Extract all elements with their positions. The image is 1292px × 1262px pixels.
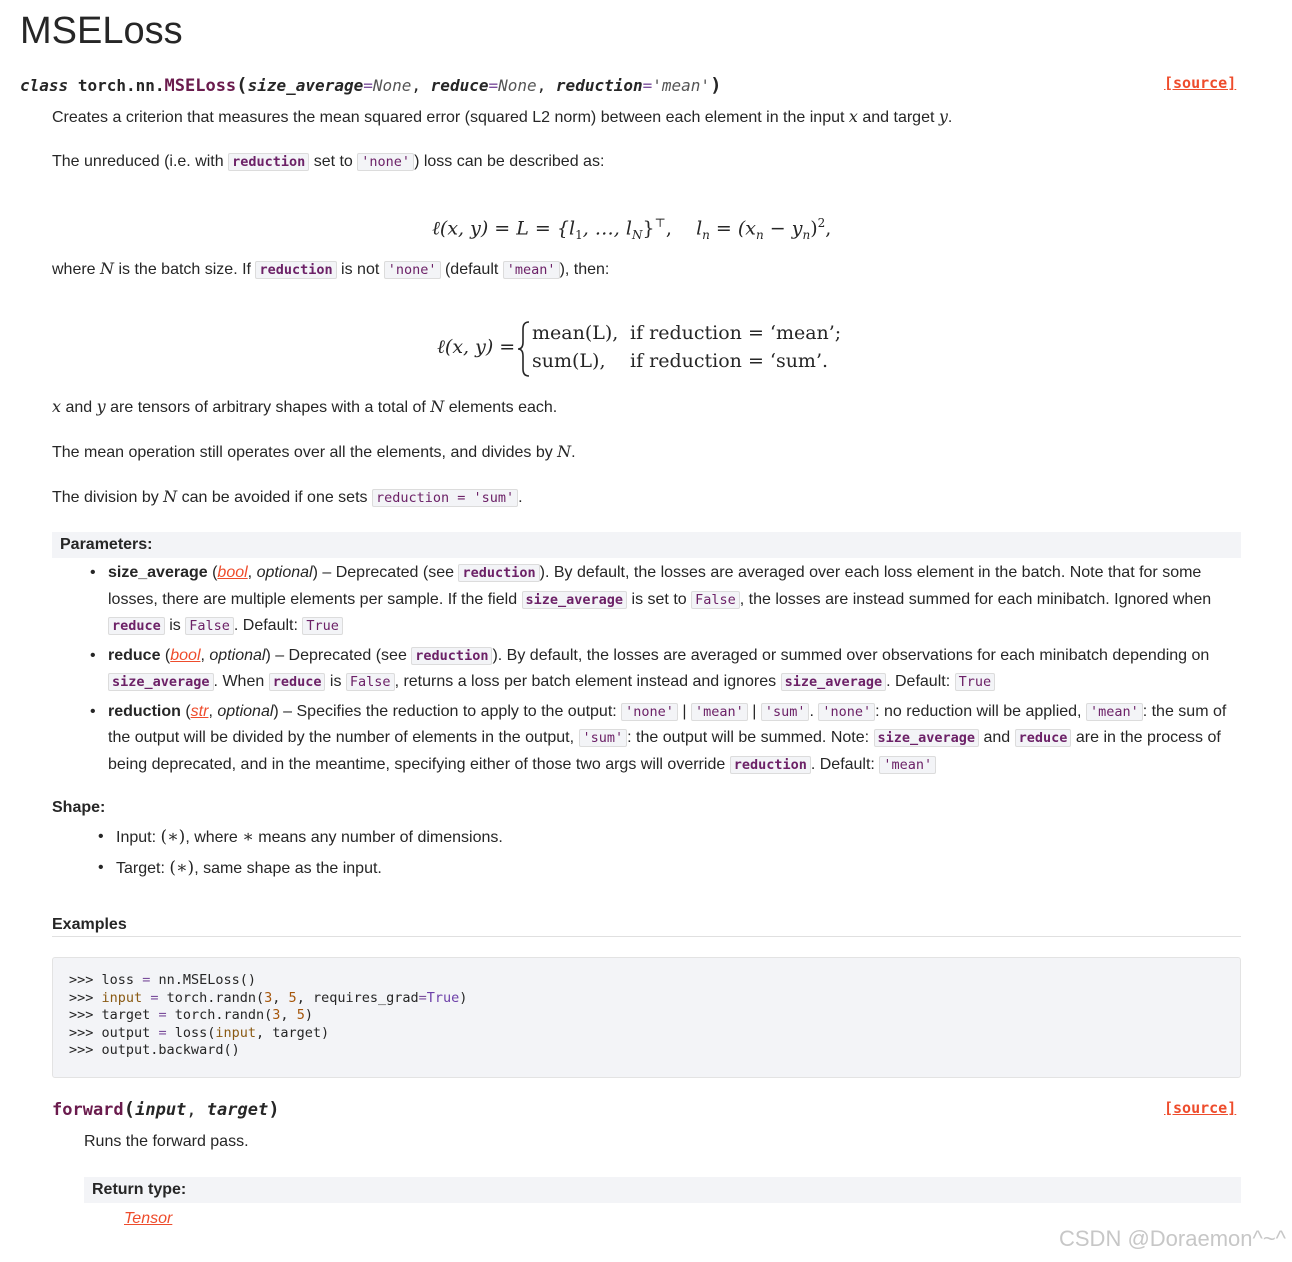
text: – Deprecated (see (317, 564, 459, 581)
math-y: y (938, 107, 948, 126)
type-link[interactable]: str (190, 702, 209, 720)
sig-class-name: MSELoss (164, 76, 237, 96)
mean-paragraph (52, 439, 576, 466)
code-token: 3 (264, 989, 273, 1006)
code-token: output.backward() (101, 1042, 240, 1059)
text: Target: (116, 860, 170, 877)
code-token: loss( (174, 1024, 216, 1041)
description-paragraph (52, 104, 952, 131)
math-n: N (163, 487, 178, 506)
inline-code: 'mean' (879, 756, 936, 774)
sig-param-reduction: reduction (555, 76, 643, 95)
eq2-case2-condition: if reduction = ‘sum’. (630, 350, 829, 372)
inline-code: reduction (411, 647, 492, 665)
parameters-heading (52, 532, 1241, 558)
text: . (571, 444, 576, 461)
code-token: nn.MSELoss() (158, 972, 257, 988)
param-name: reduction (108, 702, 181, 720)
eq2-lhs: ℓ(x, y) = (437, 336, 516, 358)
equation-unreduced (432, 210, 831, 248)
eq-part: } (642, 217, 655, 240)
code-example (52, 957, 1241, 1078)
type-link[interactable]: bool (170, 646, 201, 664)
return-type-heading-label: Return type: (92, 1181, 187, 1198)
brace-icon (517, 320, 531, 378)
sig-comma: , (411, 76, 422, 95)
eq-sup: ⊤ (654, 216, 666, 230)
inline-code: 'sum' (579, 729, 628, 747)
sig-close-paren: ) (710, 74, 722, 96)
text: is not (336, 261, 384, 278)
inline-code: True (302, 617, 343, 635)
math-star: ∗ (242, 827, 254, 847)
inline-code: reduce (269, 673, 326, 691)
inline-code: reduction = 'sum' (372, 489, 518, 507)
inline-code: reduction (255, 261, 336, 279)
code-token: 3 (272, 1007, 281, 1024)
eq-part: ℓ(x, y) = L = {l (432, 217, 576, 240)
forward-param-input: input (135, 1100, 187, 1120)
inline-code: 'none' (384, 261, 441, 279)
text: , returns a loss per batch element instead and ignores (394, 673, 781, 690)
eq-sub: n (702, 228, 710, 243)
text: ). By default, the losses are averaged over each loss element in the batch. Note that for some losses, there are multiple elements per sample. If the field (108, 564, 1202, 608)
text: and (979, 729, 1015, 746)
text: | (677, 702, 691, 720)
code-token: = (150, 989, 159, 1006)
eq-part: = (x (709, 217, 757, 240)
eq-part: , (825, 217, 832, 240)
code-token: 5 (288, 989, 297, 1006)
text: is set to (627, 590, 692, 608)
param-optional: optional (217, 702, 274, 720)
code-token: 5 (296, 1007, 305, 1024)
inline-code: 'none' (357, 153, 414, 171)
code-token: = (158, 1024, 167, 1041)
code-token: torch.randn( (166, 989, 265, 1006)
inline-code: size_average (781, 673, 887, 691)
code-token: input (101, 989, 143, 1006)
eq-sub: N (631, 228, 643, 243)
math-x: x (848, 107, 858, 126)
text: are tensors of arbitrary shapes with a total of (105, 399, 431, 416)
sig-eq: = (363, 76, 373, 95)
forward-signature (52, 1096, 280, 1123)
sig-default-size-average: None (372, 76, 412, 95)
text: | (747, 702, 761, 720)
source-link[interactable]: [source] (1164, 74, 1237, 92)
math-x: x (52, 397, 62, 416)
code-block (69, 972, 467, 1060)
eq-part: ) (810, 217, 818, 240)
inline-code: reduction (730, 756, 811, 774)
text: and (61, 399, 97, 416)
watermark: CSDN @Doraemon^~^ (1059, 1226, 1286, 1251)
sig-comma: , (536, 76, 547, 95)
text: . (518, 489, 523, 506)
code-token: ) (304, 1007, 313, 1024)
page-title: MSELoss (20, 10, 183, 52)
examples-divider (52, 936, 1241, 937)
text: Creates a criterion that measures the mean squared error (squared L2 norm) between each element in the input (52, 109, 849, 126)
text: , the losses are instead summed for each minibatch. Ignored when (739, 590, 1212, 608)
eq-sup: 2 (817, 216, 826, 230)
code-token: , requires_grad (296, 989, 419, 1006)
code-token: True (426, 989, 460, 1006)
code-token: , (272, 989, 289, 1006)
unreduced-paragraph (52, 149, 604, 175)
sig-eq: = (488, 76, 499, 95)
inline-code: 'sum' (761, 703, 810, 721)
sig-eq: = (642, 76, 653, 95)
inline-code: False (346, 673, 395, 691)
math-star: (∗) (160, 827, 186, 847)
inline-code: reduction (228, 153, 309, 171)
param-reduce: • reduce (bool, optional) – Deprecated (see reduction ). By default, the losses are averaged or summed over observations for each minibatch depending on size_average . When reduce is False , returns a loss per batch element instead and ignores size_average . Default: True (108, 643, 1243, 696)
code-prompt: >>> (69, 989, 94, 1006)
type-link[interactable]: bool (217, 564, 248, 581)
param-optional: optional (256, 564, 313, 581)
inline-code: size_average (108, 673, 214, 691)
forward-param-target: target (206, 1100, 269, 1120)
code-token: output (101, 1024, 151, 1041)
text: , where (185, 829, 243, 846)
code-token: = (158, 1007, 167, 1024)
inline-code: 'mean' (691, 703, 748, 721)
inline-code: reduce (1015, 729, 1072, 747)
text: is the batch size. If (114, 261, 256, 278)
text: is (164, 617, 186, 634)
math-n: N (557, 442, 572, 461)
forward-description: Runs the forward pass. (84, 1133, 249, 1150)
code-token: input (215, 1024, 257, 1041)
text: . Default: (810, 755, 880, 773)
tensors-paragraph (52, 394, 557, 421)
text: . (947, 109, 953, 126)
code-prompt: >>> (69, 1024, 94, 1041)
code-token: = (418, 989, 427, 1006)
paren: ) (268, 1098, 280, 1120)
shape-target (116, 855, 382, 882)
text: . Default: (233, 617, 303, 634)
param-optional: optional (209, 646, 266, 664)
eq-part: , (665, 217, 672, 240)
param-name: reduce (108, 646, 161, 664)
param-size-average: • size_average (bool, optional) – Deprecated (see reduction ). By default, the losses are averaged over each loss element in the batch. Note that for some losses, there are multiple elements per sample. If the field size_average is set to False , the losses are instead summed for each minibatch. Ignored when reduce is False . Default: True (108, 560, 1243, 640)
text: : no reduction will be applied, (875, 702, 1086, 720)
parameters-heading-label: Parameters: (60, 536, 153, 553)
eq-sub: n (756, 228, 764, 243)
text: where (52, 261, 101, 278)
return-type-link[interactable]: Tensor (124, 1210, 173, 1227)
shape-heading: Shape: (52, 799, 106, 816)
code-token: , target) (256, 1024, 330, 1041)
paren: ( (123, 1098, 136, 1120)
sig-default-reduction: 'mean' (652, 76, 711, 95)
code-token: torch.randn( (174, 1007, 273, 1024)
class-signature (20, 72, 722, 99)
text: ) loss can be described as: (414, 153, 605, 170)
eq-part: l (696, 217, 703, 240)
eq-sub: 1 (575, 228, 583, 243)
inline-code: reduction (458, 564, 539, 582)
eq2-case1-condition: if reduction = ‘mean’; (630, 322, 842, 344)
parameters-list (108, 560, 1243, 778)
code-prompt: >>> (69, 1007, 94, 1024)
eq-part: − y (763, 217, 803, 240)
eq2-case2-value: sum(L), (532, 350, 606, 372)
sig-open-paren: ( (236, 74, 248, 96)
text: elements each. (444, 399, 558, 416)
text: The unreduced (i.e. with (52, 153, 229, 170)
code-token: loss (101, 972, 135, 988)
sig-class-keyword: class (20, 76, 69, 95)
text: are in the process of being deprecated, and in the meantime, specifying either of those two args will override (108, 729, 1221, 773)
math-n: N (430, 397, 445, 416)
param-reduction: • reduction (str, optional) – Specifies the reduction to apply to the output: 'none' | 'mean' | 'sum' . 'none' : no reduction will be applied, 'mean' : the sum of the output will be divided by the number of elements in the output, 'sum' : the output will be summed. Note: size_average and reduce are in the process of being deprecated, and in the meantime, specifying either of those two args will override reduction . Default: 'mean' (108, 699, 1243, 779)
text: : the sum of the output will be divided by the number of elements in the output, (108, 702, 1227, 746)
text: means any number of dimensions. (253, 829, 503, 846)
text: : the output will be summed. Note: (627, 729, 874, 746)
text: Input: (116, 829, 161, 846)
text: can be avoided if one sets (177, 489, 372, 506)
examples-heading: Examples (52, 916, 127, 933)
eq-sub: n (802, 228, 811, 243)
text: The division by (52, 489, 164, 506)
text: set to (309, 153, 358, 170)
math-star: (∗) (169, 858, 195, 878)
inline-code: size_average (522, 591, 628, 609)
code-token: ) (459, 989, 468, 1006)
sig-module: torch.nn. (77, 76, 165, 95)
text: ). By default, the losses are averaged or summed over observations for each minibatch depending on (492, 646, 1210, 664)
text: , same shape as the input. (194, 860, 382, 877)
math-y: y (96, 397, 106, 416)
text: – Deprecated (see (270, 646, 412, 664)
where-paragraph (52, 256, 609, 283)
inline-code: 'mean' (503, 261, 560, 279)
sig-default-reduce: None (498, 76, 537, 95)
inline-code: 'none' (621, 703, 678, 721)
inline-code: False (185, 617, 234, 635)
inline-code: False (691, 591, 740, 609)
text: . Default: (886, 673, 955, 690)
shape-input (116, 824, 503, 851)
sig-param-size-average: size_average (247, 76, 364, 95)
division-paragraph (52, 484, 523, 511)
eq2-case1-value: mean(L), (532, 322, 619, 344)
text: is (325, 673, 346, 690)
equation-reduced (437, 320, 842, 380)
text: – Specifies the reduction to apply to the output: (278, 702, 622, 720)
text: . When (213, 673, 269, 690)
eq-part: , …, l (582, 217, 632, 240)
inline-code: True (955, 673, 996, 691)
text: The mean operation still operates over all the elements, and divides by (52, 444, 558, 461)
inline-code: 'none' (818, 703, 875, 721)
forward-name: forward (52, 1100, 124, 1120)
text: (default (440, 261, 503, 278)
text: . (809, 702, 819, 720)
code-token: target (101, 1007, 151, 1024)
code-token: , (280, 1007, 297, 1024)
return-type-heading (84, 1177, 1241, 1203)
code-prompt: >>> (69, 972, 94, 988)
text: and target (857, 109, 939, 126)
param-name: size_average (108, 564, 208, 581)
inline-code: 'mean' (1086, 703, 1143, 721)
math-n: N (100, 259, 115, 278)
text: ), then: (559, 261, 610, 278)
comma: , (186, 1100, 197, 1120)
sig-param-reduce: reduce (430, 76, 489, 95)
inline-code: size_average (874, 729, 980, 747)
inline-code: reduce (108, 617, 165, 635)
code-prompt: >>> (69, 1042, 94, 1059)
code-token: = (142, 972, 151, 988)
forward-source-link[interactable]: [source] (1164, 1099, 1237, 1117)
